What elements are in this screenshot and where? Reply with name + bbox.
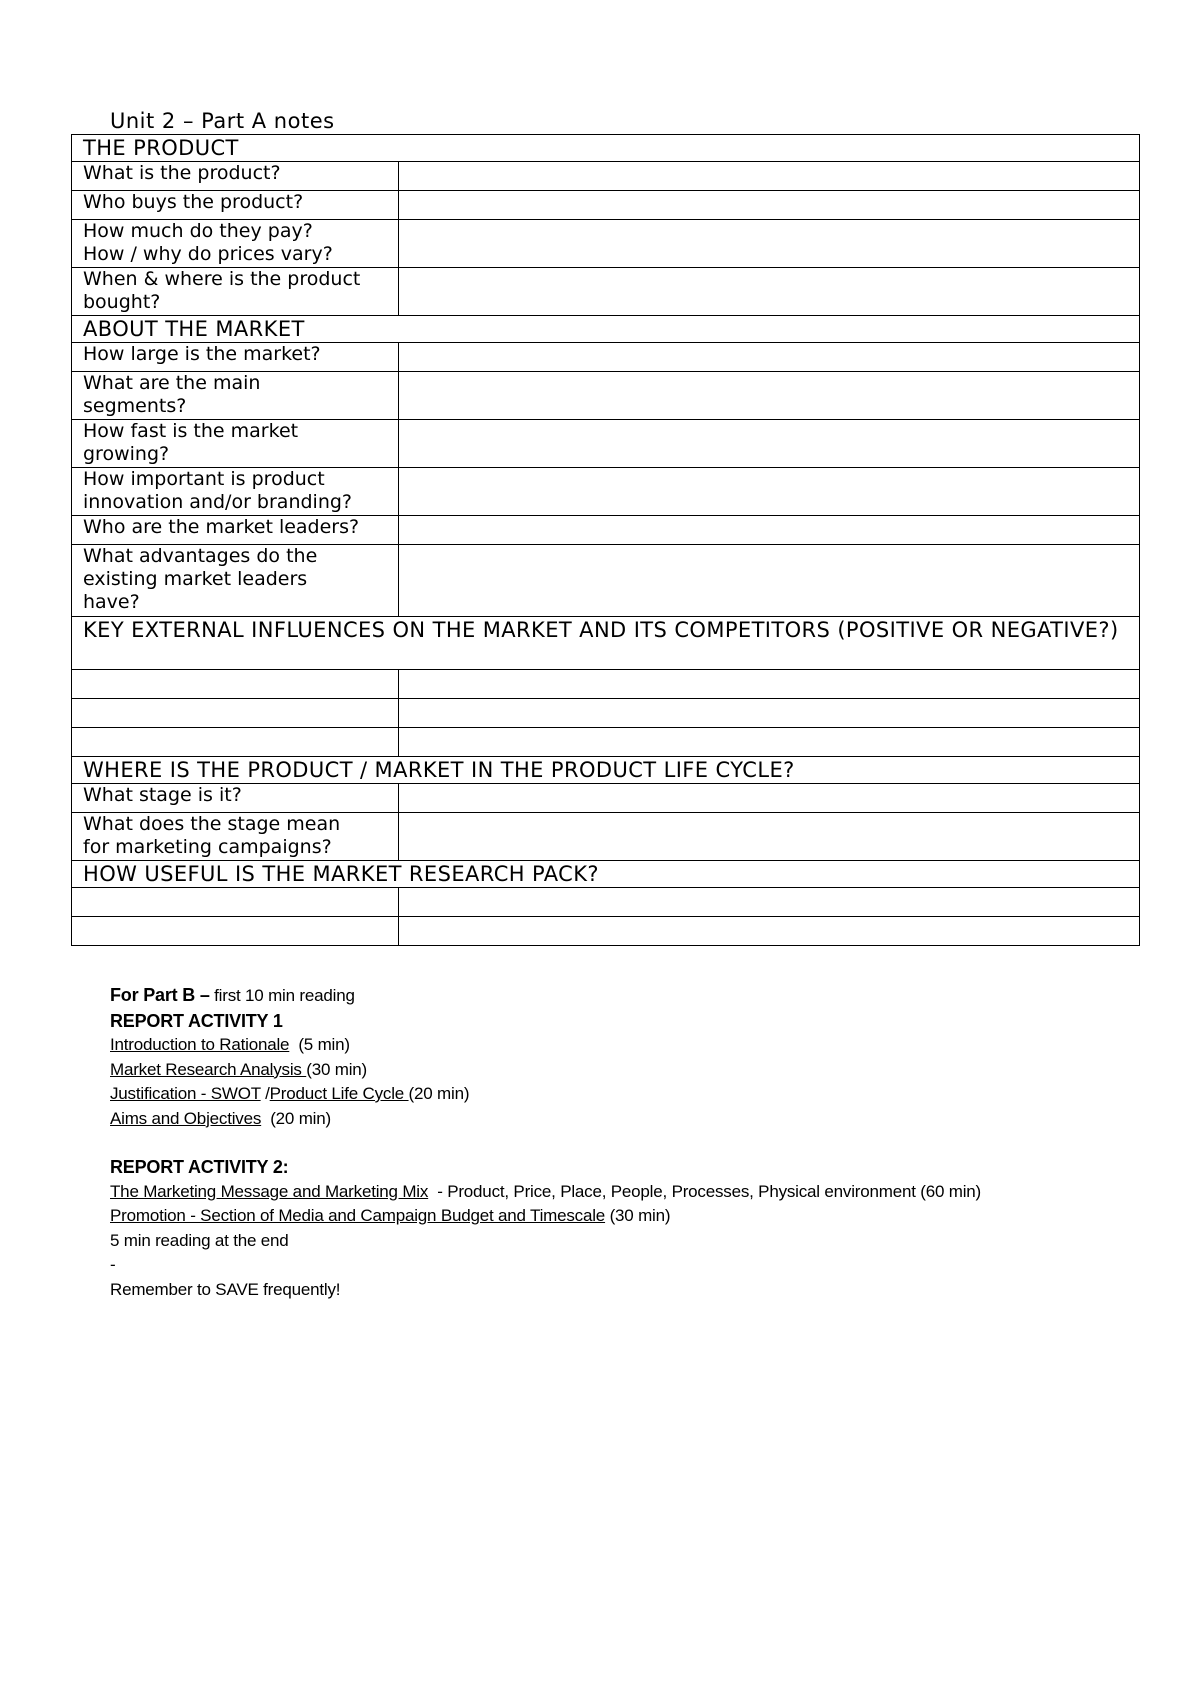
question-cell: How much do they pay? How / why do prices vary? (72, 220, 399, 268)
blank-cell[interactable] (72, 670, 399, 699)
answer-cell[interactable] (399, 516, 1140, 545)
blank-cell[interactable] (72, 888, 399, 917)
answer-cell[interactable] (399, 468, 1140, 516)
question-cell: What advantages do the existing market leaders have? (72, 545, 399, 617)
dash-line: - (110, 1255, 116, 1274)
answer-cell[interactable] (399, 162, 1140, 191)
table-section-row (72, 757, 1140, 784)
table-section-row (72, 617, 1140, 670)
table-row (72, 420, 1140, 468)
activity-2-title: REPORT ACTIVITY 2: (110, 1157, 289, 1177)
activity-2-item: Promotion - Section of Media and Campaign Budget and Timescale (30 min) (110, 1206, 671, 1225)
section-header-external: KEY EXTERNAL INFLUENCES ON THE MARKET AND ITS COMPETITORS (POSITIVE OR NEGATIVE?) (72, 617, 1140, 670)
blank-cell[interactable] (399, 699, 1140, 728)
blank-cell[interactable] (72, 699, 399, 728)
question-cell: When & where is the product bought? (72, 268, 399, 316)
answer-cell[interactable] (399, 372, 1140, 420)
table-section-row (72, 861, 1140, 888)
activity-1-item: Aims and Objectives (20 min) (110, 1108, 331, 1128)
question-cell: Who buys the product? (72, 191, 399, 220)
blank-cell[interactable] (72, 728, 399, 757)
answer-cell[interactable] (399, 784, 1140, 813)
table-row (72, 220, 1140, 268)
question-cell: What does the stage mean for marketing campaigns? (72, 813, 399, 861)
answer-cell[interactable] (399, 220, 1140, 268)
table-row (72, 162, 1140, 191)
table-row (72, 728, 1140, 757)
section-header-lifecycle: WHERE IS THE PRODUCT / MARKET IN THE PRODUCT LIFE CYCLE? (72, 757, 1140, 784)
table-row (72, 888, 1140, 917)
part-b-intro: For Part B – first 10 min reading (110, 985, 355, 1005)
question-cell: What is the product? (72, 162, 399, 191)
table-row (72, 813, 1140, 861)
table-row (72, 784, 1140, 813)
answer-cell[interactable] (399, 545, 1140, 617)
answer-cell[interactable] (399, 268, 1140, 316)
table-row (72, 699, 1140, 728)
answer-cell[interactable] (399, 191, 1140, 220)
question-cell: How fast is the market growing? (72, 420, 399, 468)
section-header-market: ABOUT THE MARKET (72, 316, 1140, 343)
activity-1-item: Introduction to Rationale (5 min) (110, 1035, 350, 1054)
section-header-research: HOW USEFUL IS THE MARKET RESEARCH PACK? (72, 861, 1140, 888)
table-row (72, 545, 1140, 617)
notes-table (71, 134, 1140, 946)
table-row (72, 372, 1140, 420)
blank-cell[interactable] (399, 917, 1140, 946)
question-cell: Who are the market leaders? (72, 516, 399, 545)
answer-cell[interactable] (399, 420, 1140, 468)
question-cell: What are the main segments? (72, 372, 399, 420)
page-title: Unit 2 – Part A notes (110, 109, 335, 133)
question-cell: What stage is it? (72, 784, 399, 813)
table-row (72, 670, 1140, 699)
activity-1-item: Justification - SWOT /Product Life Cycle (20 min) (110, 1084, 470, 1103)
activity-1-title: REPORT ACTIVITY 1 (110, 1010, 283, 1031)
question-cell: How important is product innovation and/or branding? (72, 468, 399, 516)
blank-cell[interactable] (399, 670, 1140, 699)
table-row (72, 917, 1140, 946)
table-section-row (72, 316, 1140, 343)
save-reminder: Remember to SAVE frequently! (110, 1279, 341, 1299)
answer-cell[interactable] (399, 813, 1140, 861)
table-row (72, 268, 1140, 316)
end-reading-note: 5 min reading at the end (110, 1230, 289, 1250)
table-row (72, 191, 1140, 220)
activity-2-item: The Marketing Message and Marketing Mix - Product, Price, Place, People, Processes, Physical environment (60 min) (110, 1181, 982, 1201)
table-section-row (72, 135, 1140, 162)
question-cell: How large is the market? (72, 343, 399, 372)
blank-cell[interactable] (72, 917, 399, 946)
activity-1-item: Market Research Analysis (30 min) (110, 1059, 367, 1079)
table-row (72, 516, 1140, 545)
blank-cell[interactable] (399, 728, 1140, 757)
table-row (72, 468, 1140, 516)
table-row (72, 343, 1140, 372)
blank-cell[interactable] (399, 888, 1140, 917)
answer-cell[interactable] (399, 343, 1140, 372)
part-b-notes (110, 983, 1110, 1302)
section-header-product: THE PRODUCT (72, 135, 1140, 162)
